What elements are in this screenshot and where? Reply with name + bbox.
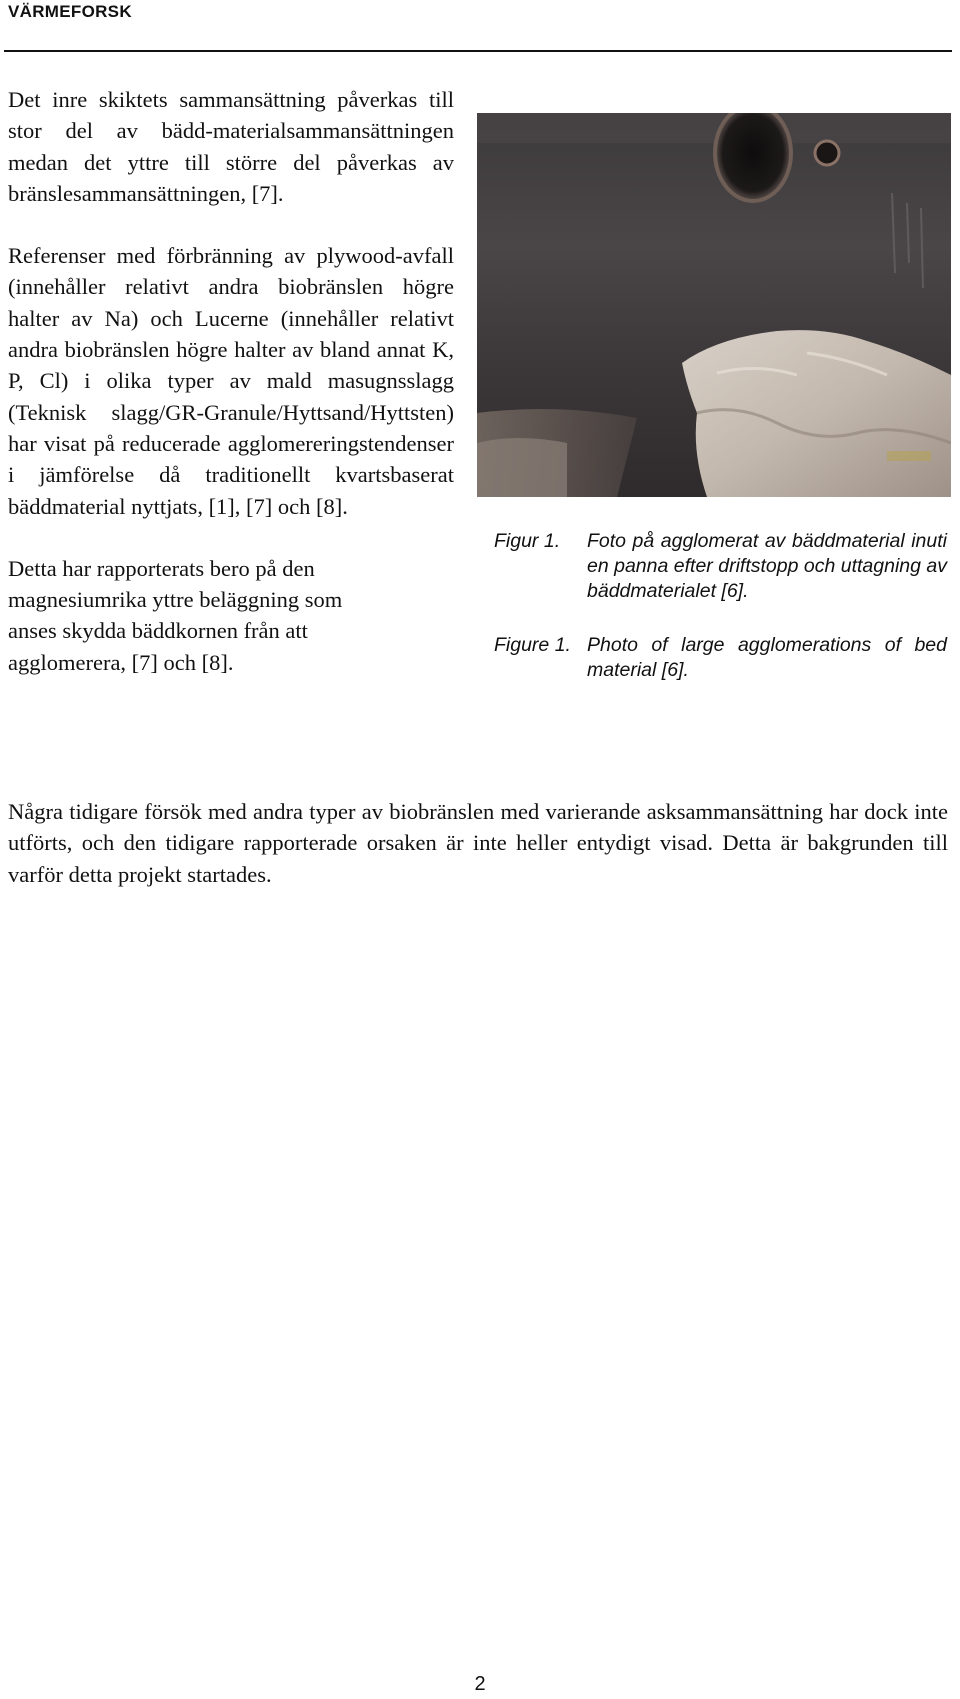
paragraph-inner-layer: Det inre skiktets sammansättning påverkas till stor del av bädd-materialsammansättningen medan det yttre till större del påverkas av bränslesammansättningen, [7]. <box>8 87 454 206</box>
document-header: VÄRMEFORSK <box>8 2 132 21</box>
paragraph-line: anses skydda bäddkornen från att <box>8 618 308 644</box>
header-rule <box>4 50 952 52</box>
agglomerate-photo <box>477 113 951 497</box>
page-number: 2 <box>474 1673 486 1695</box>
paragraph-line: Detta har rapporterats bero på den <box>8 555 315 581</box>
paragraph-references: Referenser med förbränning av plywood-avfall (innehåller relativt andra biobränslen högre halter av Na) och Lucerne (innehåller relativt andra biobränslen högre halter av bland annat K, P, Cl) i olika typer av mald masugnsslagg (Teknisk slagg/GR-Granule/Hyttsand/Hyttsten) har visat på reducerade agglomereringstendenser i jämförelse då traditionellt kvartsbaserat bäddmaterial nyttjats, [1], [7] och [8]. <box>8 243 454 519</box>
paragraph-magnesium-coating <box>8 553 454 678</box>
paragraph-background: Några tidigare försök med andra typer av biobränslen med varierande asksammansättning har dock inte utförts, och den tidigare rapporterade orsaken är inte heller entydigt visad. Detta är bakgrunden till varför detta projekt startades. <box>8 799 948 887</box>
paragraph-line: magnesiumrika yttre beläggning som <box>8 587 343 613</box>
caption-text: Photo of large agglomerations of bed material [6]. <box>587 634 947 681</box>
caption-label: Figure 1. <box>494 634 571 656</box>
paragraph-line: agglomerera, [7] och [8]. <box>8 649 234 675</box>
caption-text: Foto på agglomerat av bäddmaterial inuti en panna efter driftstopp och uttagning av bäddmaterialet [6]. <box>587 530 947 602</box>
caption-label: Figur 1. <box>494 530 561 552</box>
left-column <box>8 84 454 678</box>
